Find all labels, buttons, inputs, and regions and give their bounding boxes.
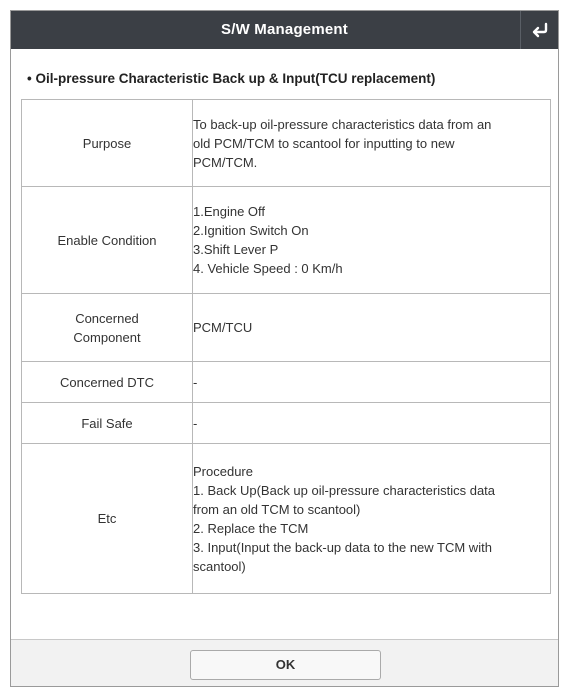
purpose-line: To back-up oil-pressure characteristics data from an: [193, 116, 492, 132]
etc-line: 3. Input(Input the back-up data to the new TCM with: [193, 539, 492, 555]
dialog-title: S/W Management: [221, 21, 348, 38]
title-bar: [11, 11, 558, 49]
etc-line: from an old TCM to scantool): [193, 501, 361, 517]
fail-safe-label: Fail Safe: [22, 403, 193, 444]
concerned-dtc-label: Concerned DTC: [22, 362, 193, 403]
dialog-content: [11, 49, 558, 639]
etc-line: scantool): [193, 558, 246, 574]
enable-condition-line: 3.Shift Lever P: [193, 242, 279, 257]
enable-condition-line: 2.Ignition Switch On: [193, 223, 309, 238]
table-row-concerned-component: [22, 294, 551, 362]
purpose-label: Purpose: [22, 100, 193, 187]
etc-line: 2. Replace the TCM: [193, 520, 309, 536]
table-row-enable-condition: [22, 187, 551, 294]
sw-management-dialog: [10, 10, 559, 687]
enable-condition-line: 1.Engine Off: [193, 204, 266, 219]
ok-button[interactable]: OK: [190, 650, 381, 680]
etc-value: [193, 444, 551, 594]
back-button[interactable]: [520, 11, 558, 49]
etc-label: Etc: [22, 444, 193, 594]
concerned-component-value: PCM/TCU: [193, 294, 551, 362]
fail-safe-value: -: [193, 403, 551, 444]
etc-line: Procedure: [193, 463, 253, 479]
return-arrow-icon: [531, 22, 549, 38]
purpose-line: PCM/TCM.: [193, 154, 258, 170]
enable-condition-label: Enable Condition: [22, 187, 193, 294]
section-heading: • Oil-pressure Characteristic Back up & Input(TCU replacement): [27, 71, 436, 86]
concerned-component-label: [22, 294, 193, 362]
etc-line: 1. Back Up(Back up oil-pressure characteristics data: [193, 482, 496, 498]
table-row-concerned-dtc: [22, 362, 551, 403]
table-row-fail-safe: [22, 403, 551, 444]
table-row-purpose: [22, 100, 551, 187]
enable-condition-value: [193, 187, 551, 294]
concerned-dtc-value: -: [193, 362, 551, 403]
enable-condition-line: 4. Vehicle Speed : 0 Km/h: [193, 261, 343, 276]
info-table: [21, 99, 551, 594]
concerned-component-label-line: Component: [73, 329, 141, 345]
dialog-footer: [11, 639, 558, 687]
purpose-line: old PCM/TCM to scantool for inputting to new: [193, 135, 455, 151]
purpose-value: [193, 100, 551, 187]
concerned-component-label-line: Concerned: [75, 310, 139, 326]
table-row-etc: [22, 444, 551, 594]
